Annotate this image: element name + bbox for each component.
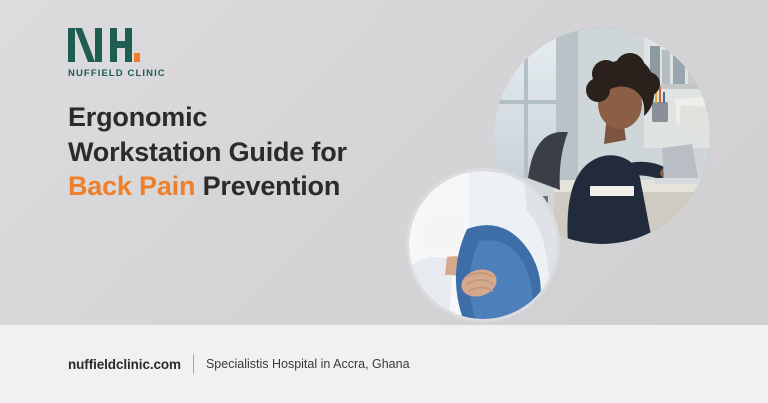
footer-divider: [193, 354, 194, 374]
website-link[interactable]: nuffieldclinic.com: [68, 356, 181, 372]
brand-name: NUFFIELD CLINIC: [68, 68, 166, 79]
headline-line-3: [68, 169, 398, 204]
footer-tagline: Specialistis Hospital in Accra, Ghana: [205, 357, 410, 371]
page-title: [68, 100, 398, 204]
brand-logo[interactable]: [68, 28, 248, 79]
banner-footer: [0, 325, 768, 403]
person-holding-lower-back-photo: [406, 168, 560, 322]
headline-line-1: Ergonomic: [68, 102, 208, 132]
nh-monogram-icon: [68, 28, 248, 62]
headline-line-2: Workstation Guide for: [68, 136, 347, 167]
headline-line-3-rest: Prevention: [195, 171, 341, 202]
headline-accent: Back Pain: [68, 171, 196, 202]
